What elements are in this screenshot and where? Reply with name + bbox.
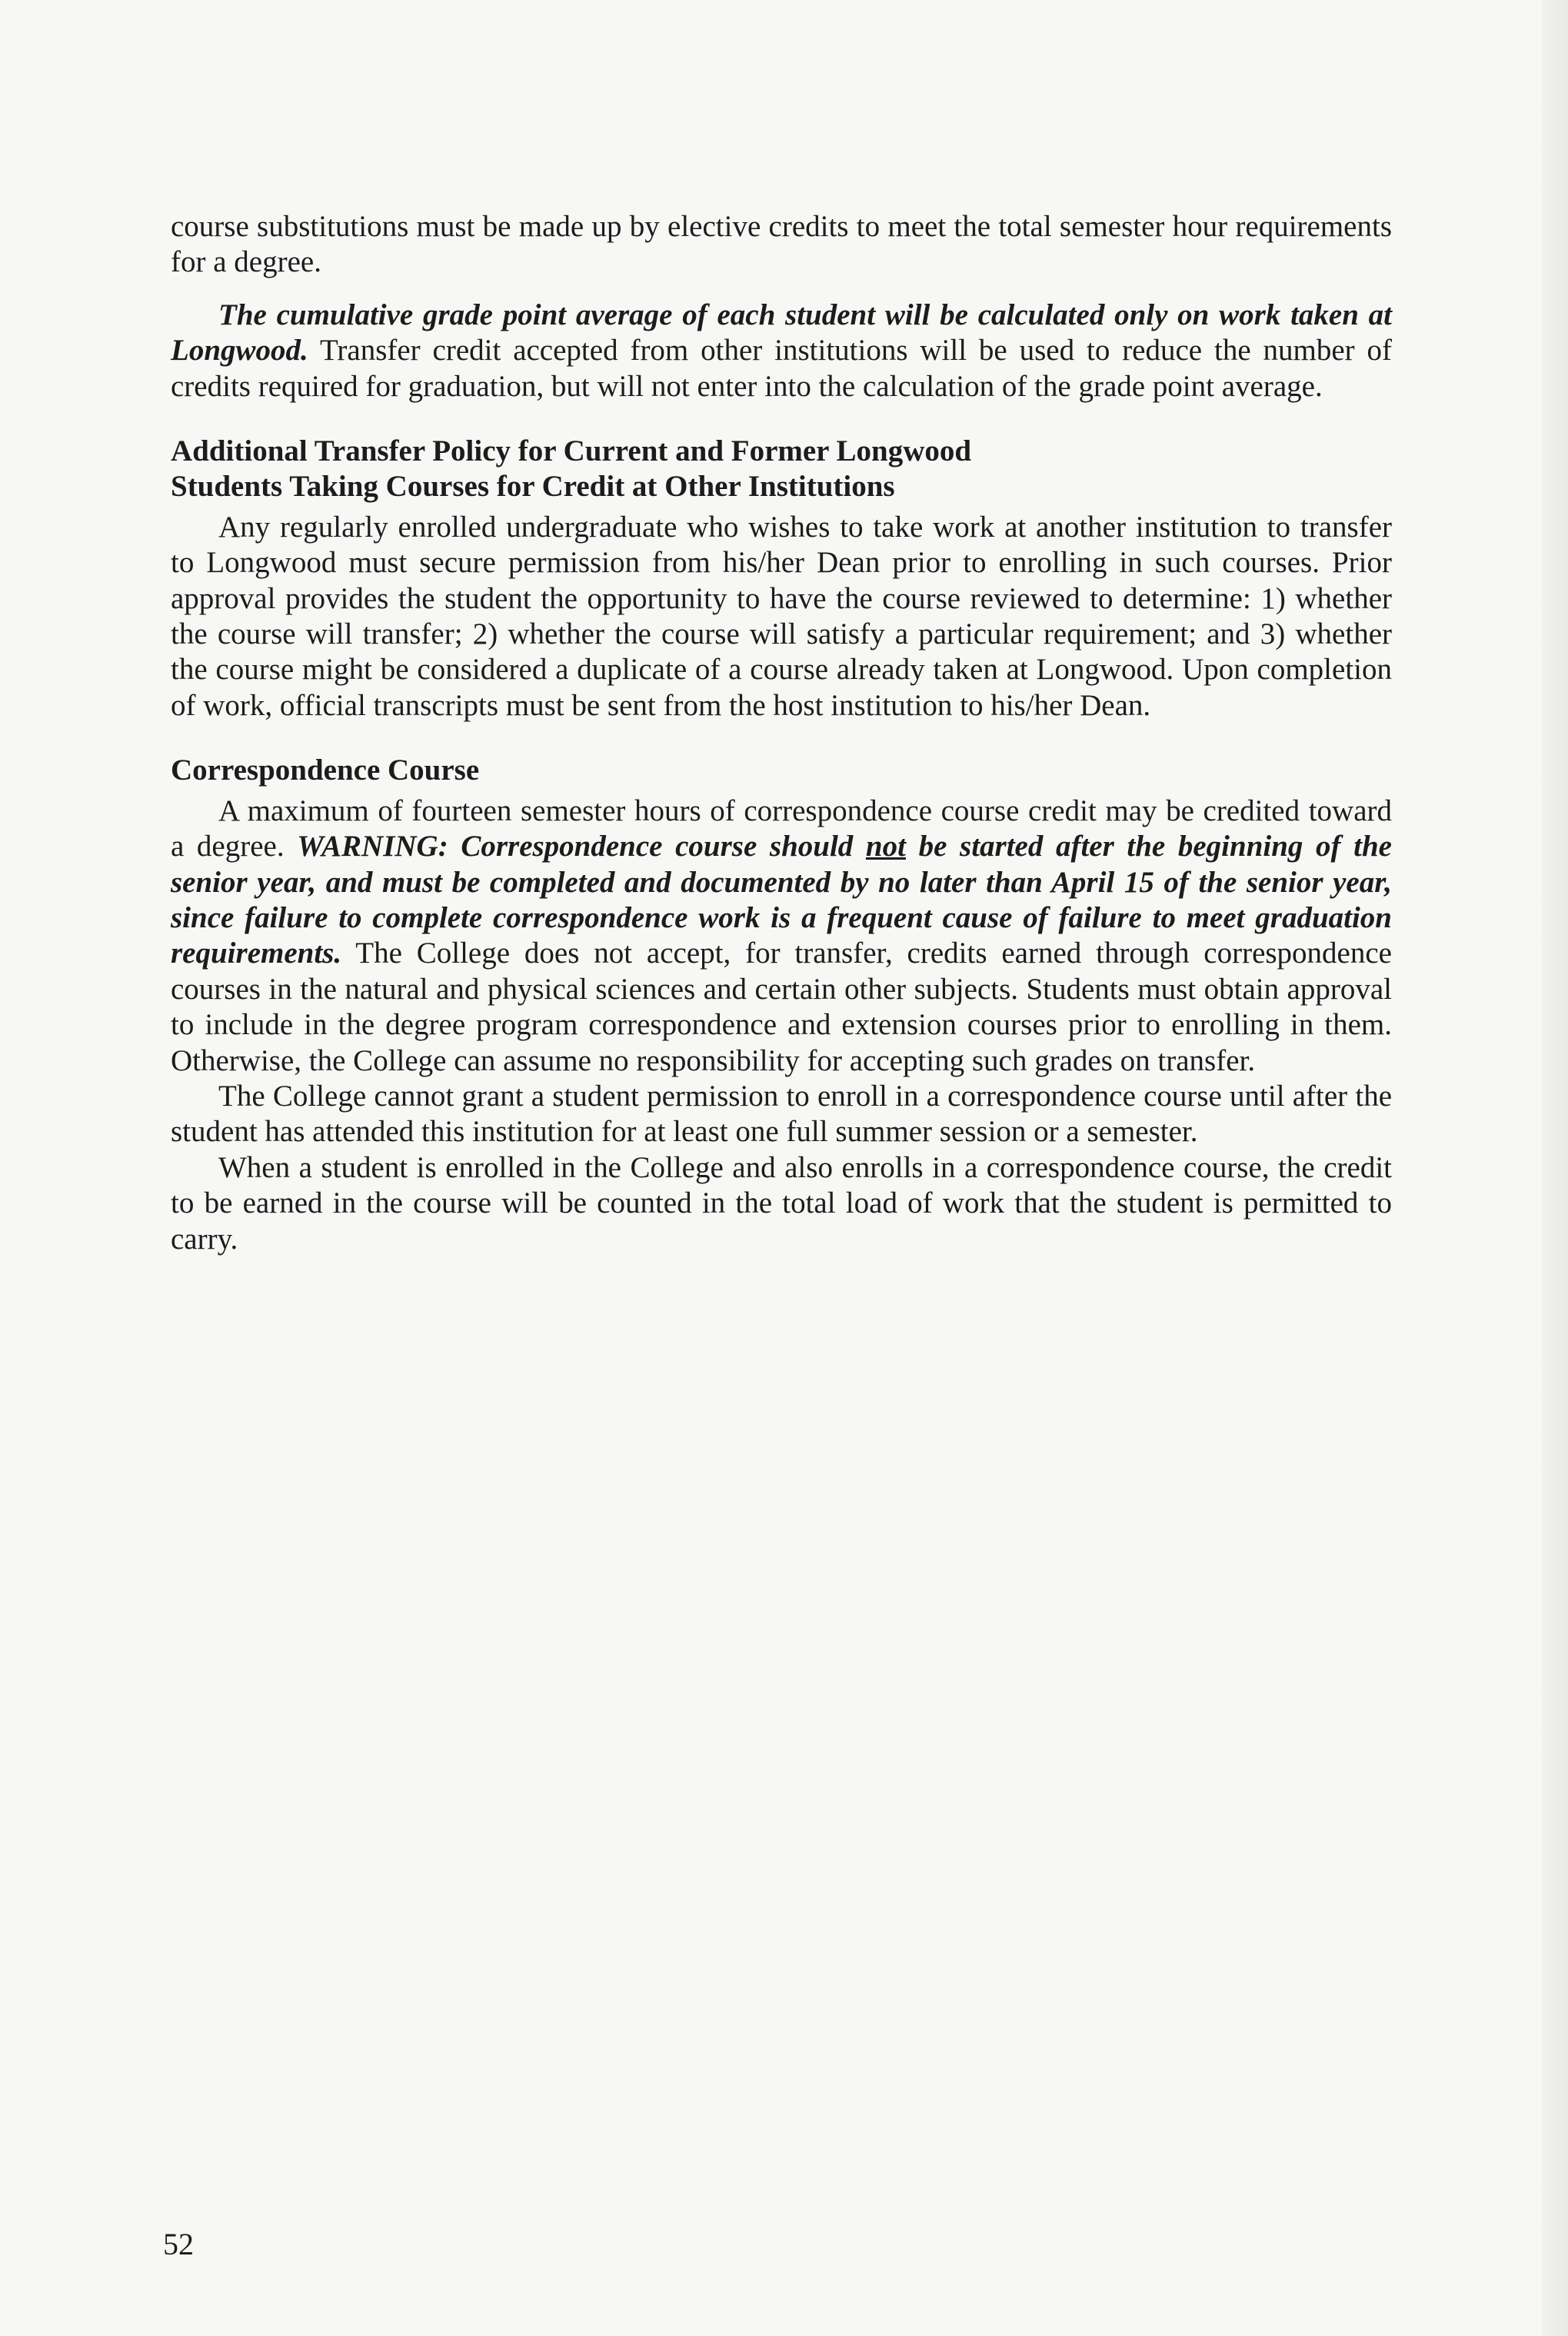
correspondence-paragraph-1 bbox=[171, 794, 1392, 1079]
transfer-policy-paragraph: Any regularly enrolled undergraduate who wishes to take work at another institution to transfer to Longwood must secure permission from his/her Dean prior to enrolling in such courses. Prior approval provides the student the opportunity to have the course reviewed to determine: 1) whether the course will transfer; 2) whether the course will satisfy a particular requirement; and 3) whether the course might be considered a duplicate of a course already taken at Longwood. Upon completion of work, official transcripts must be sent from the host institution to his/her Dean. bbox=[171, 510, 1392, 722]
gpa-emphasis: The cumulative grade point average of each student will be calculated only on work taken at Longwood. bbox=[171, 298, 1392, 368]
warning-part1: WARNING: Correspondence course should bbox=[297, 830, 866, 864]
intro-paragraph-continued: course substitutions must be made up by elective credits to meet the total semester hour requirements for a degree. bbox=[171, 210, 1392, 279]
correspondence-heading: Correspondence Course bbox=[171, 754, 480, 787]
transfer-heading-line2: Students Taking Courses for Credit at Other Institutions bbox=[171, 470, 895, 504]
page-number: 52 bbox=[163, 2227, 194, 2261]
gpa-paragraph bbox=[171, 298, 1392, 404]
warning-part2: be started after the beginning of the senior year, and must be completed and documented by no later than April 15 of the senior year, since failure to complete correspondence work is a frequent cause of failure to meet graduation requirements. bbox=[171, 830, 1392, 970]
transfer-heading-line1: Additional Transfer Policy for Current and Former Longwood bbox=[171, 434, 972, 468]
correspondence-paragraph-2: The College cannot grant a student permission to enroll in a correspondence course until after the student has attended this institution for at least one full summer session or a semester. bbox=[171, 1079, 1392, 1149]
body-text bbox=[171, 209, 1392, 1257]
correspondence-paragraph-3: When a student is enrolled in the College and also enrolls in a correspondence course, the credit to be earned in the course will be counted in the total load of work that the student is permitted to carry. bbox=[171, 1150, 1392, 1256]
page-edge-shadow bbox=[1542, 0, 1568, 2336]
correspondence-maximum-text: A maximum of fourteen semester hours of correspondence course credit may be credited toward a degree. bbox=[171, 794, 1392, 864]
gpa-text: Transfer credit accepted from other institutions will be used to reduce the number of credits required for graduation, but will not enter into the calculation of the grade point average. bbox=[171, 334, 1392, 403]
transfer-policy-heading bbox=[171, 434, 1392, 505]
warning-not-underlined: not bbox=[865, 830, 906, 864]
correspondence-transfer-text: The College does not accept, for transfer, credits earned through correspondence courses in the natural and physical sciences and certain other subjects. Students must obtain approval to include in the degree program correspondence and extension courses prior to enrolling in them. Otherwise, the College can assume no responsibility for accepting such grades on transfer. bbox=[171, 937, 1392, 1077]
